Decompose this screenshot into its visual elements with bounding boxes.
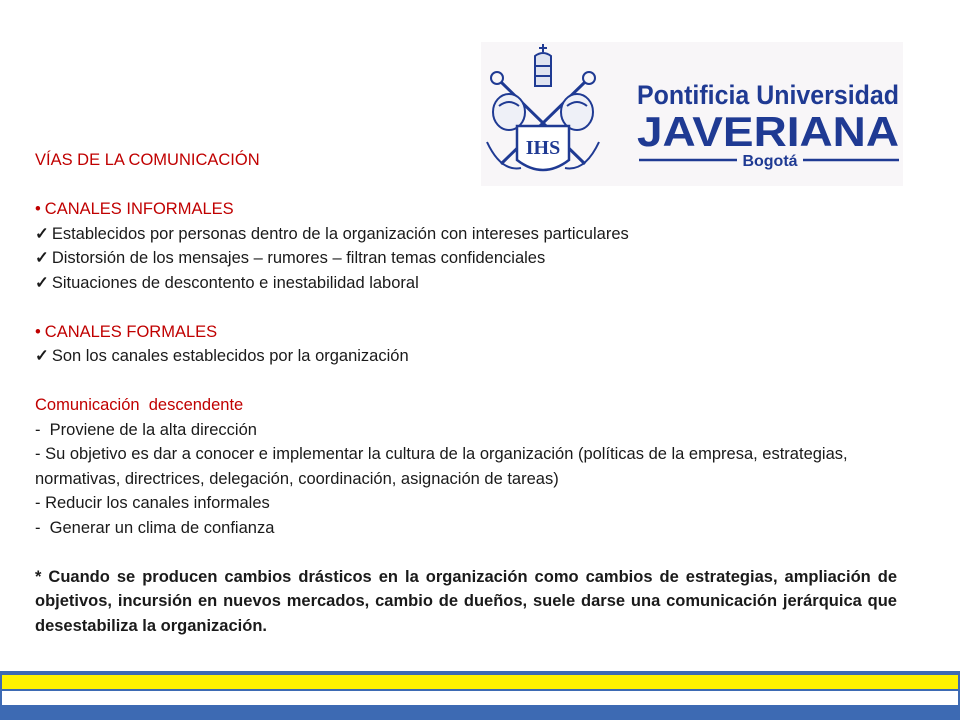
list-item [35,344,897,369]
crest-text: IHS [525,137,561,159]
checkmark-icon: ✓ [35,249,49,267]
formal-heading [35,320,897,345]
logo-line-2: JAVERIANA [637,108,899,155]
list-item [35,246,897,271]
footer-stripe-white [0,691,960,705]
slide-content [35,148,897,638]
descendente-heading: Comunicación descendente [35,396,244,414]
footer-stripe-yellow [0,675,960,689]
descendente-paragraph: - Su objetivo es dar a conocer e implementar la cultura de la organización (políticas de la empresa, estrategias, normativas, directrices, delegación, coordinación, asignación de tareas) [35,445,848,488]
checkmark-icon: ✓ [35,347,49,365]
checkmark-icon: ✓ [35,224,49,243]
logo-line-3: Bogotá [742,153,798,170]
list-item-text: Situaciones de descontento e inestabilidad laboral [51,273,419,292]
descendente-line: - Reducir los canales informales [35,494,270,512]
list-item-text: Distorsión de los mensajes – rumores – filtran temas confidenciales [51,249,546,267]
descendente-line: - Generar un clima de confianza [35,518,275,537]
informal-heading [35,197,897,222]
closing-note: * Cuando se producen cambios drásticos en la organización como cambios de estrategias, ampliación de objetivos, incursión en nuevos mercados, cambio de dueños, suele darse una comunicación jerárquica que desestabiliza la organización. [35,567,897,635]
descendente-line: - Proviene de la alta dirección [35,420,257,439]
bullet-icon: • [35,322,41,341]
bullet-icon: • [35,200,41,218]
logo-line-1: Pontificia Universidad [637,80,899,110]
slide-title: VÍAS DE LA COMUNICACIÓN [35,151,260,169]
list-item [35,222,897,247]
footer-stripe-blue-bottom [0,705,960,720]
formal-heading-label: CANALES FORMALES [44,322,218,341]
informal-heading-label: CANALES INFORMALES [44,200,234,218]
list-item-text: Son los canales establecidos por la organización [51,347,409,365]
list-item-text: Establecidos por personas dentro de la organización con intereses particulares [51,224,629,243]
list-item [35,271,897,296]
checkmark-icon: ✓ [35,273,49,292]
